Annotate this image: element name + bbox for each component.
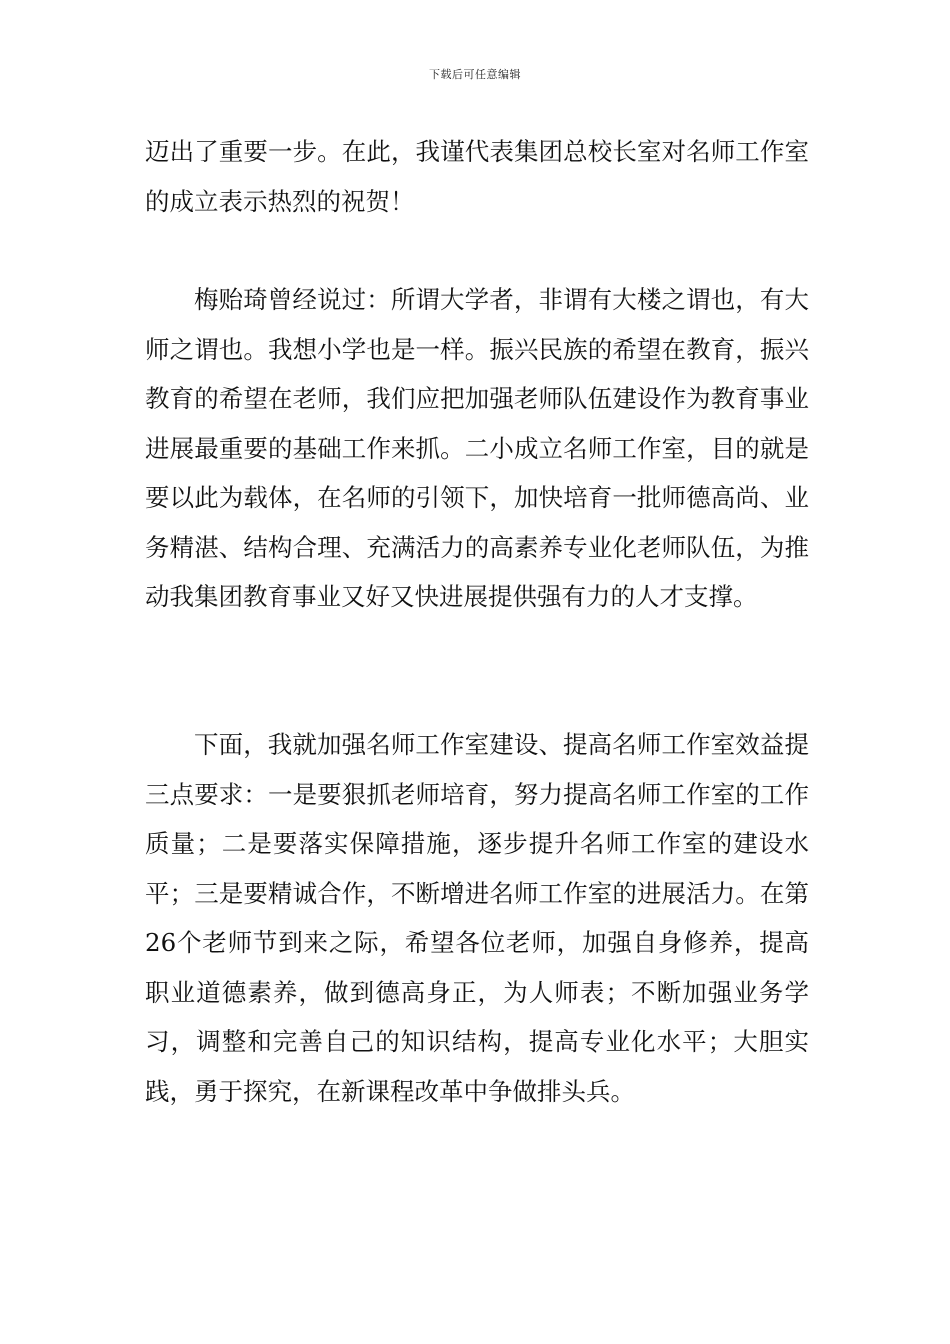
paragraph-2: 梅贻琦曾经说过：所谓大学者，非谓有大楼之谓也，有大师之谓也。我想小学也是一样。振兴民族的希望在教育，振兴教育的希望在老师，我们应把加强老师队伍建设作为教育事业进展最重要的基础工作来抓。二小成立名师工作室，目的就是要以此为载体，在名师的引领下，加快培育一批师德高尚、业务精湛、结构合理、充满活力的高素养专业化老师队伍，为推动我集团教育事业又好又快进展提供强有力的人才支撑。 [145,285,809,611]
paragraph-3: 下面，我就加强名师工作室建设、提高名师工作室效益提三点要求：一是要狠抓老师培育，努力提高名师工作室的工作质量；二是要落实保障措施，逐步提升名师工作室的建设水平；三是要精诚合作，不断增进名师工作室的进展活力。在第26个老师节到来之际，希望各位老师，加强自身修养，提高职业道德素养，做到德高身正，为人师表；不断加强业务学习，调整和完善自己的知识结构，提高专业化水平；大胆实践，勇于探究，在新课程改革中争做排头兵。 [145,730,809,1106]
paragraph-1: 迈出了重要一步。在此，我谨代表集团总校长室对名师工作室的成立表示热烈的祝贺！ [145,137,809,216]
page-header: 下载后可任意编辑 [429,68,521,81]
